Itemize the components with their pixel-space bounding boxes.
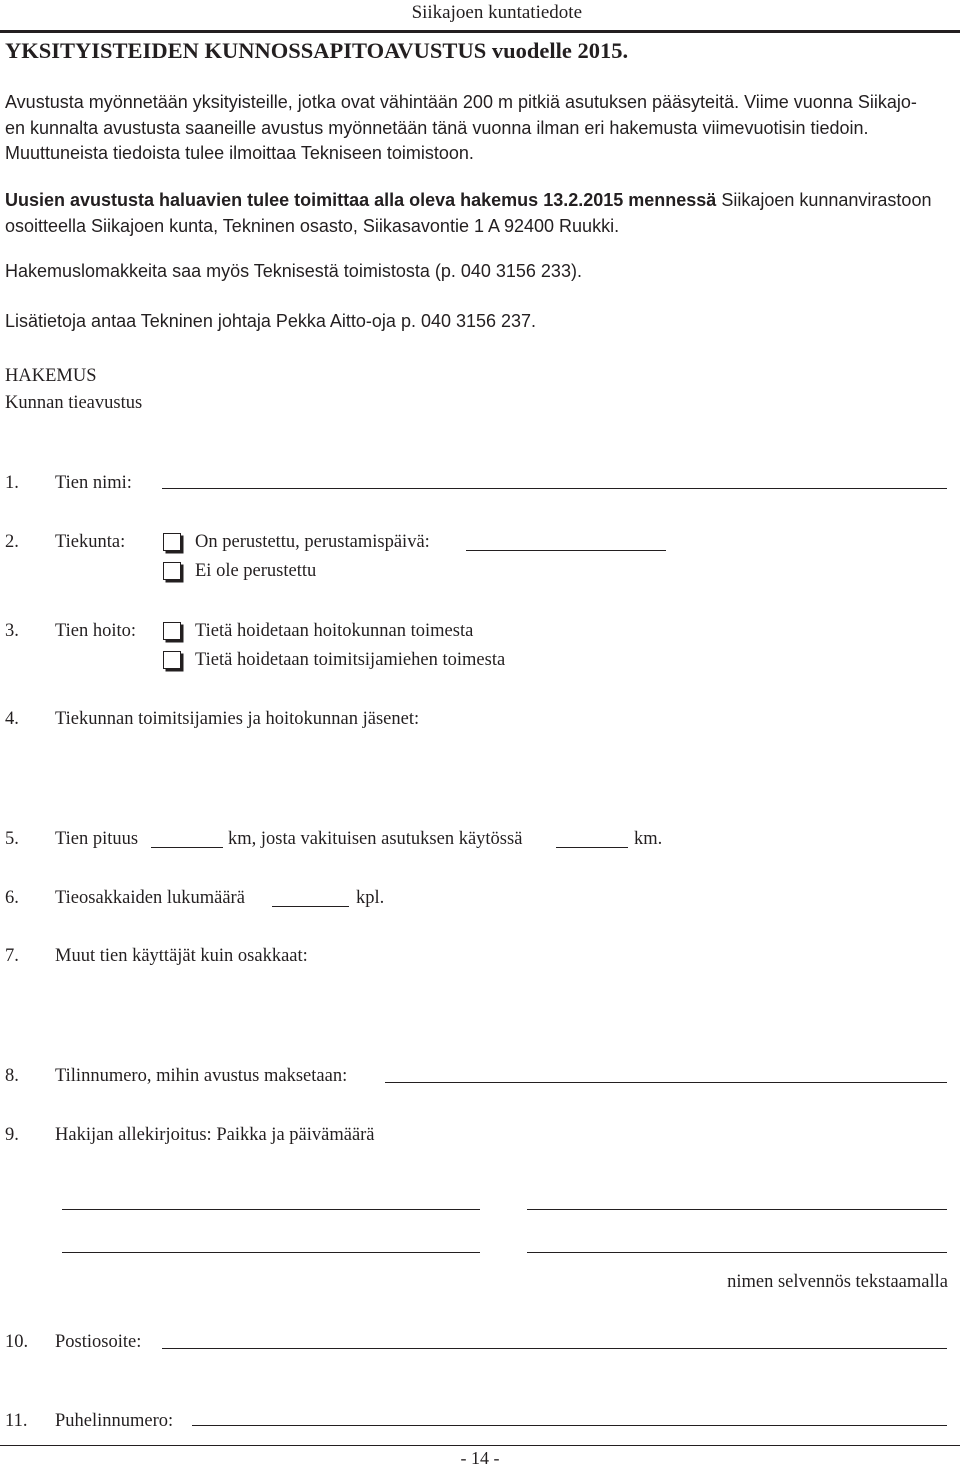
not-established-option-label: Ei ole perustettu — [195, 561, 317, 581]
page-number: - 14 - — [460, 1448, 500, 1468]
postal-address-field[interactable] — [162, 1348, 947, 1349]
item-7-number: 7. — [5, 946, 19, 966]
founding-date-field[interactable] — [466, 550, 666, 551]
road-length-field[interactable] — [151, 847, 223, 848]
item-10-label: Postiosoite: — [55, 1332, 142, 1352]
item-7-label: Muut tien käyttäjät kuin osakkaat: — [55, 946, 308, 966]
item-3-label: Tien hoito: — [55, 621, 137, 641]
item-8-number: 8. — [5, 1066, 19, 1086]
item-9-label: Hakijan allekirjoitus: Paikka ja päivämäärä — [55, 1125, 375, 1145]
account-number-field[interactable] — [385, 1082, 947, 1083]
page-heading: YKSITYISTEIDEN KUNNOSSAPITOAVUSTUS vuodelle 2015. — [5, 38, 629, 63]
phone-number-field[interactable] — [192, 1425, 947, 1426]
item-1-number: 1. — [5, 473, 19, 493]
shareholder-count-field[interactable] — [272, 906, 349, 907]
established-option-label: On perustettu, perustamispäivä: — [195, 532, 430, 552]
maintenance-trustee-label: Tietä hoidetaan toimitsijamiehen toimesta — [195, 650, 506, 670]
form-subtitle: Kunnan tieavustus — [5, 393, 143, 413]
item-5-label-c: km. — [634, 829, 663, 849]
place-date-field[interactable] — [62, 1209, 480, 1210]
maintenance-trustee-checkbox[interactable] — [163, 651, 181, 669]
item-2-number: 2. — [5, 532, 19, 552]
deadline-line-1 — [5, 190, 931, 211]
maintenance-committee-label: Tietä hoidetaan hoitokunnan toimesta — [195, 621, 474, 641]
item-6-label-b: kpl. — [356, 888, 385, 908]
item-11-number: 11. — [5, 1411, 28, 1431]
residential-length-field[interactable] — [556, 847, 628, 848]
established-checkbox[interactable] — [163, 533, 181, 551]
more-info: Lisätietoja antaa Tekninen johtaja Pekka Aitto-oja p. 040 3156 237. — [5, 311, 537, 331]
maintenance-committee-checkbox[interactable] — [163, 622, 181, 640]
item-6-number: 6. — [5, 888, 19, 908]
item-3-number: 3. — [5, 621, 19, 641]
item-4-label: Tiekunnan toimitsijamies ja hoitokunnan jäsenet: — [55, 709, 420, 729]
road-name-field[interactable] — [162, 488, 947, 489]
item-10-number: 10. — [5, 1332, 29, 1352]
item-1-label: Tien nimi: — [55, 473, 132, 493]
name-clarification-label: nimen selvennös tekstaamalla — [727, 1272, 948, 1292]
name-clarification-field[interactable] — [527, 1252, 947, 1253]
newsletter-title: Siikajoen kuntatiedote — [411, 2, 582, 23]
item-4-number: 4. — [5, 709, 19, 729]
not-established-checkbox[interactable] — [163, 562, 181, 580]
deadline-rest: Siikajoen kunnanvirastoon — [716, 190, 932, 210]
intro-line-3: Muuttuneista tiedoista tulee ilmoittaa Tekniseen toimistoon. — [5, 143, 474, 163]
form-title: HAKEMUS — [5, 366, 97, 386]
intro-line-1: Avustusta myönnetään yksityisteille, jotka ovat vähintään 200 m pitkiä asutuksen pääsyteitä. Viime vuonna Siikajo- — [5, 92, 917, 112]
item-6-label-a: Tieosakkaiden lukumäärä — [55, 888, 245, 908]
item-5-label-b: km, josta vakituisen asutuksen käytössä — [228, 829, 523, 849]
intro-line-2: en kunnalta avustusta saaneille avustus myönnetään tänä vuonna ilman eri hakemusta viimevuotisin tiedoin. — [5, 118, 869, 138]
deadline-bold: Uusien avustusta haluavien tulee toimittaa alla oleva hakemus 13.2.2015 mennessä — [5, 190, 717, 210]
deadline-line-2: osoitteella Siikajoen kunta, Tekninen osasto, Siikasavontie 1 A 92400 Ruukki. — [5, 216, 620, 236]
footer-rule — [0, 1445, 960, 1446]
place-date-field-2[interactable] — [62, 1252, 480, 1253]
signature-field[interactable] — [527, 1209, 947, 1210]
item-5-label-a: Tien pituus — [55, 829, 139, 849]
header-rule — [0, 30, 960, 33]
item-2-label: Tiekunta: — [55, 532, 126, 552]
item-8-label: Tilinnumero, mihin avustus maksetaan: — [55, 1066, 348, 1086]
item-5-number: 5. — [5, 829, 19, 849]
item-11-label: Puhelinnumero: — [55, 1411, 174, 1431]
item-9-number: 9. — [5, 1125, 19, 1145]
forms-info: Hakemuslomakkeita saa myös Teknisestä toimistosta (p. 040 3156 233). — [5, 261, 582, 281]
